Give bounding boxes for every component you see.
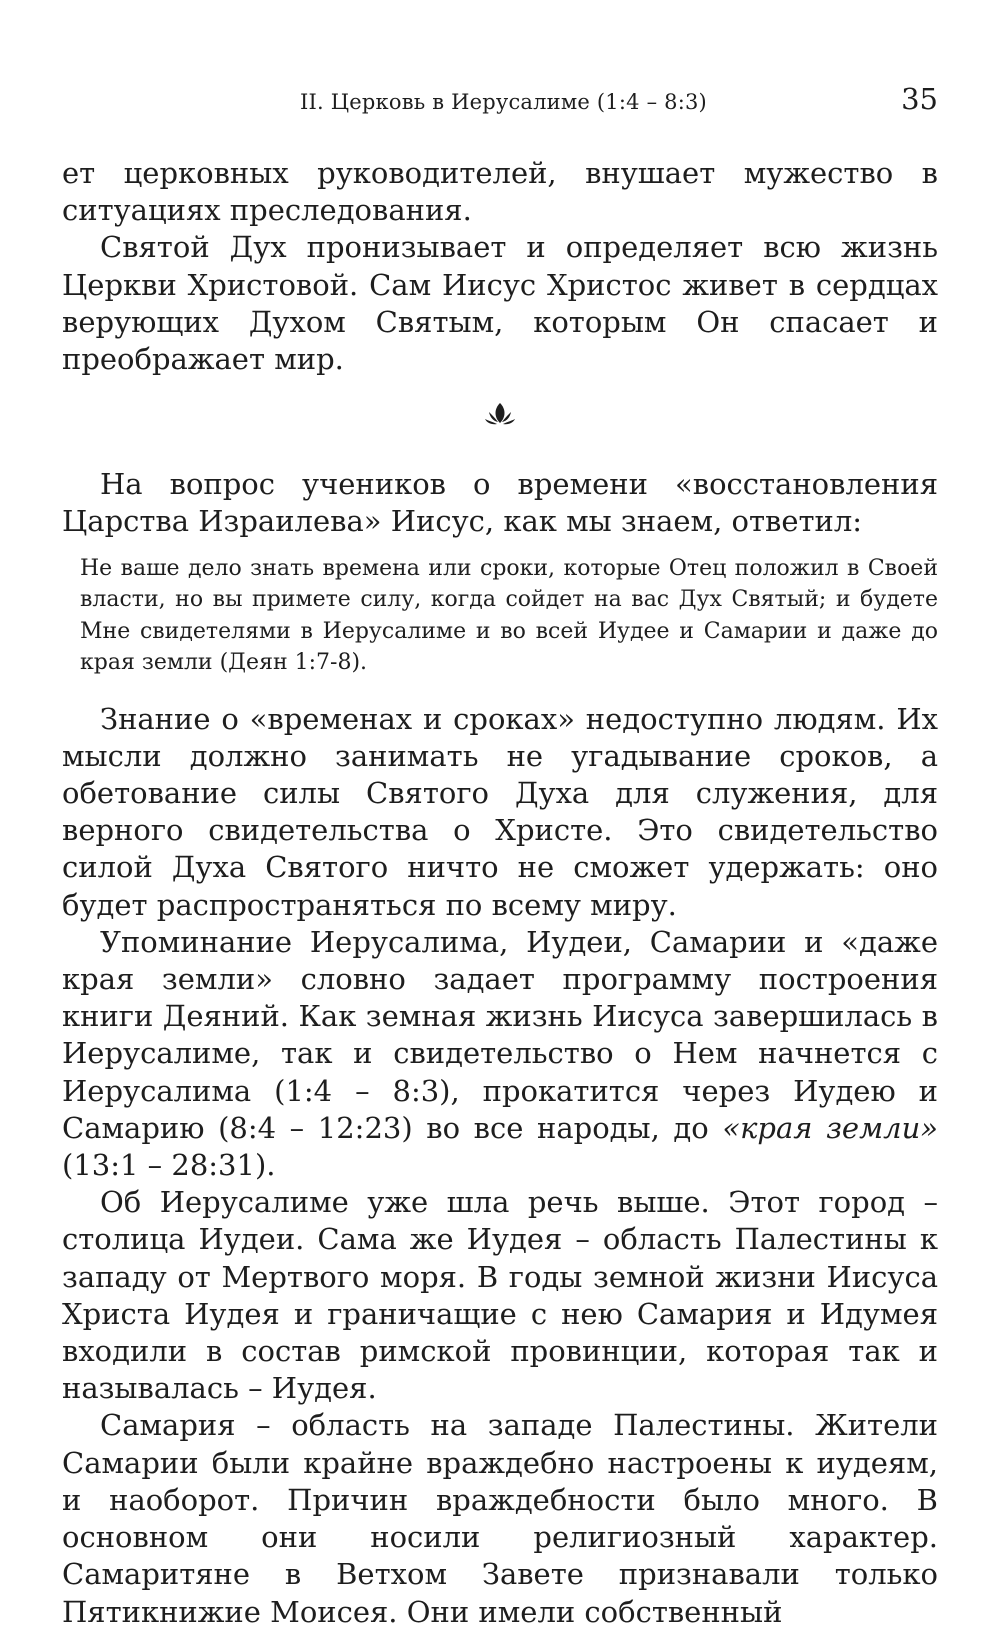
page-number: 35: [901, 82, 938, 116]
paragraph: Знание о «временах и сроках» недоступно людям. Их мысли должно занимать не угадывание сроков, а обетование силы Святого Духа для служения, для верного свидетельства о Христе. Это свидетельство силой Духа Святого ничто не сможет удержать: оно будет распространяться по всему миру.: [62, 701, 938, 922]
paragraph-continued: ет церковных руководителей, внушает мужество в ситуациях преследования.: [62, 156, 938, 228]
scripture-quote: [80, 553, 938, 679]
paragraph-with-italic: [62, 924, 938, 1184]
page-body: [62, 155, 938, 1631]
paragraph-text: (13:1 – 28:31).: [62, 1148, 276, 1183]
page-header: [0, 82, 1000, 122]
paragraph: На вопрос учеников о времени «восстановления Царства Израилева» Иисус, как мы знаем, ответил:: [62, 467, 938, 539]
paragraph: Об Иерусалиме уже шла речь выше. Этот город – столица Иудеи. Сама же Иудея – область Палестины к западу от Мертвого моря. В годы земной жизни Иисуса Христа Иудея и граничащие с нею Самария и Идумея входили в состав римской провинции, которая так и называлась – Иудея.: [62, 1185, 938, 1406]
italic-phrase: «края земли»: [722, 1110, 938, 1145]
paragraph: Самария – область на западе Палестины. Жители Самарии были крайне враждебно настроены к иудеям, и наоборот. Причин враждебности было много. В основном они носили религиозный характер. Самаритяне в Ветхом Завете признавали только Пятикнижие Моисея. Они имели собственный: [62, 1408, 938, 1629]
paragraph-text: Упоминание Иерусалима, Иудеи, Самарии и «даже края земли» словно задает программу построения книги Деяний. Как земная жизнь Иисуса завершилась в Иерусалиме, так и свидетельство о Нем начнется с Иерусалима (1:4 – 8:3), прокатится через Иудею и Самарию (8:4 – 12:23) во все народы, до: [62, 924, 938, 1145]
running-title: II. Церковь в Иерусалиме (1:4 – 8:3): [300, 90, 707, 114]
quote-text: Не ваше дело знать времена или сроки, которые Отец положил в Своей власти, но вы примете силу, когда сойдет на вас Дух Святый; и будете Мне свидетелями в Иерусалиме и во всей Иудее и Самарии и даже до края земли (Деян 1:7-8).: [80, 555, 938, 676]
lotus-ornament-icon: [480, 400, 520, 430]
paragraph: Святой Дух пронизывает и определяет всю жизнь Церкви Христовой. Сам Иисус Христос живет в сердцах верующих Духом Святым, которым Он спасает и преображает мир.: [62, 230, 938, 377]
